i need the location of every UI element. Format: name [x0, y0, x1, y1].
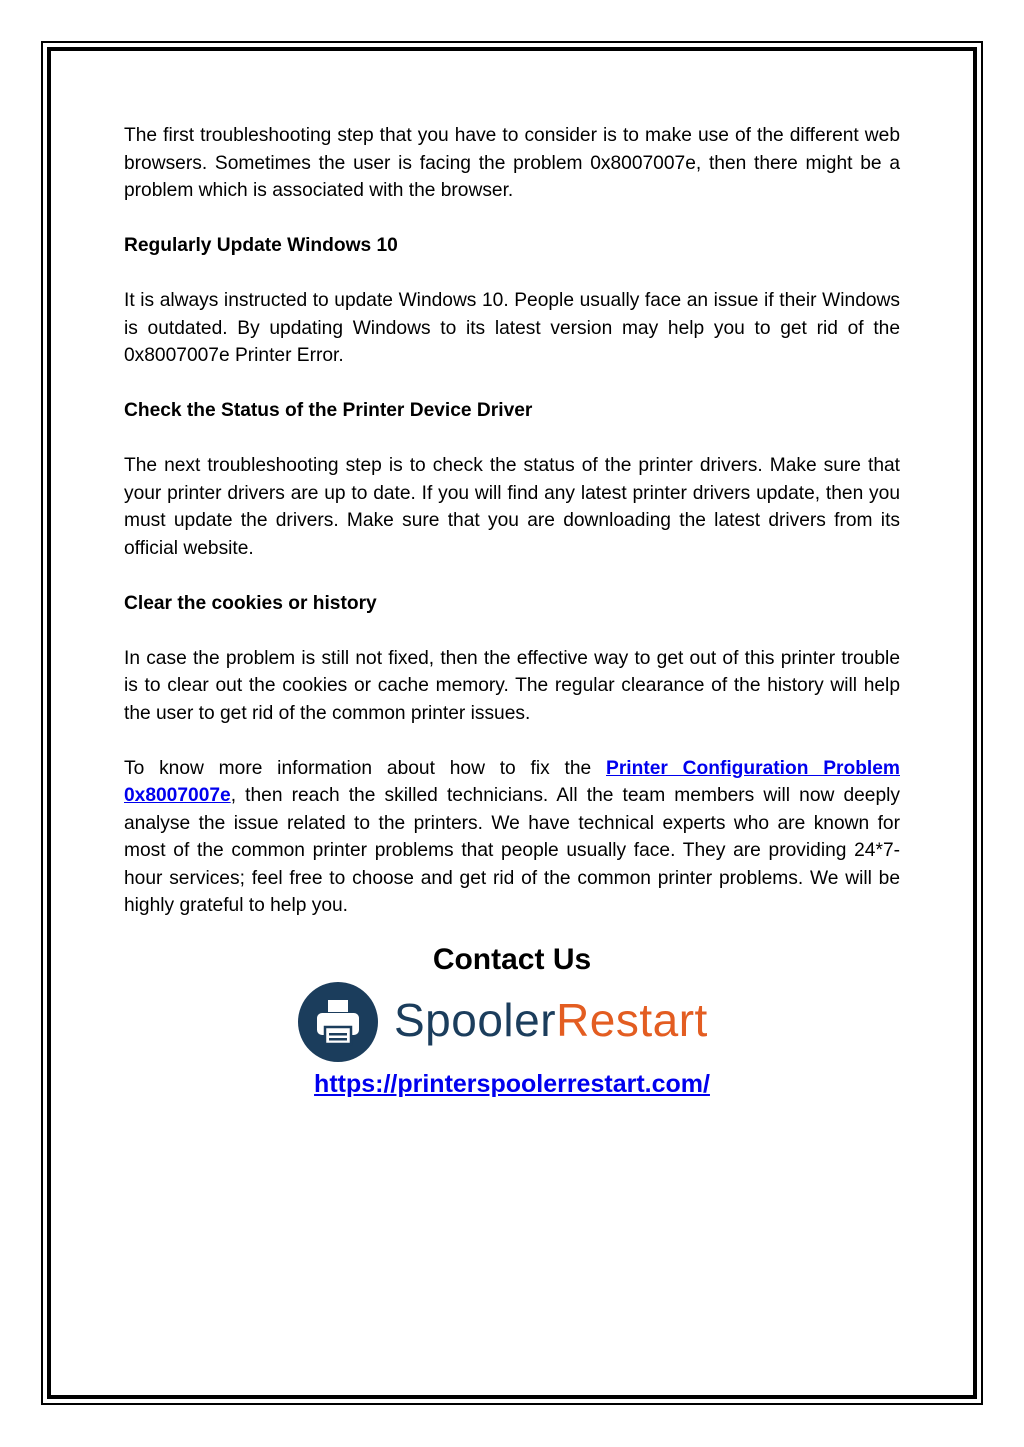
website-url [0, 1066, 1024, 1102]
paragraph-clear-cookies: In case the problem is still not fixed, then the effective way to get out of this printer trouble is to clear out the cookies or cache memory. The regular clearance of the history will help the user to get rid of the common printer issues. [124, 647, 900, 724]
paragraph-browsers: The first troubleshooting step that you have to consider is to make use of the different web browsers. Sometimes the user is facing the problem 0x8007007e, then there might be a problem which is associated with the browser. [124, 125, 900, 201]
printer-icon [298, 982, 378, 1062]
document-body [124, 122, 900, 947]
spooler-restart-logo [298, 980, 728, 1064]
heading-clear-cookies: Clear the cookies or history [124, 592, 377, 614]
paragraph-more-info [124, 755, 900, 920]
logo-word-spooler: Spooler [394, 994, 557, 1046]
contact-us-heading: Contact Us [432, 943, 592, 976]
paragraph-update-windows: It is always instructed to update Windows 10. People usually face an issue if their Windows is outdated. By updating Windows to its latest version may help you to get rid of the 0x8007007e Printer Error. [124, 290, 900, 366]
heading-printer-driver: Check the Status of the Printer Device Driver [124, 400, 533, 421]
heading-update-windows: Regularly Update Windows 10 [124, 235, 398, 256]
more-info-text-start: To know more information about how to fix the [124, 757, 607, 779]
more-info-text-end: , then reach the skilled technicians. All the team members will now deeply analyse the issue related to the printers. We have technical experts who are known for most of the common printer problems that people usually face. They are providing 24*7-hour services; feel free to choose and get rid of the common printer problems. We will be highly grateful to help you. [124, 785, 900, 916]
paragraph-printer-driver: The next troubleshooting step is to check the status of the printer drivers. Make sure that your printer drivers are up to date. If you will find any latest printer drivers update, then you must update the drivers. Make sure that you are downloading the latest drivers from its official website. [124, 455, 900, 559]
logo-wordmark [394, 990, 708, 1050]
website-link[interactable]: https://printerspoolerrestart.com/ [314, 1070, 710, 1098]
printer-configuration-problem-link[interactable]: Printer Configuration Problem 0x8007007e [124, 757, 900, 806]
logo-word-restart: Restart [556, 994, 708, 1046]
